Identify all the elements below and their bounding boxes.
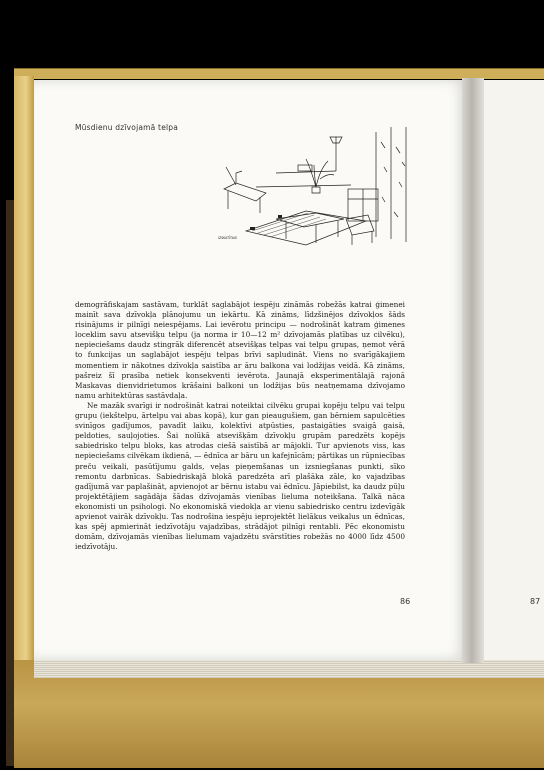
running-head: Mūsdienu dzīvojamā telpa [75,123,179,132]
interior-sketch-illustration [216,127,416,247]
page-number-right: 87 [530,597,541,606]
page-number-left: 86 [400,597,411,606]
body-text [75,300,405,552]
paragraph-1: demogrāfiskajam sastāvam, turklāt saglabājot iespēju zināmās robežās katrai ģimenei mainīt sava dzīvokļa plānojumu un iekārtu. Kā zināms, līdzšinējos dzīvokļos šāds risinājums ir pilnīgi neiespējams. Lai ievērotu principu — nodrošināt katram ģimenes loceklim savu atsevišķu telpu (ja norma ir 10—12 m² dzīvojamās platības uz cilvēku), nepieciešams daudz stingrāk diferencēt atsevišķas telpas vai telpu grupas, ņemot vērā to funkcijas un saglabājot iespēju telpas brīvi sapludināt. Viens no svarīgākajiem momentiem ir nākotnes dzīvokļa saistība ar āru balkona vai lodžijas veidā. Kā zināms, pašreiz šī prasība netiek konsekventi ievērota. Jaunajā eksperimentālajā rajonā Maskavas dienvidrietumos krāšaini balkoni un lodžijas būs neatņemama dzīvojamo namu arhitektūras sastāvdaļa. [75,300,405,400]
wall-shelf-line [256,185,351,187]
book-gutter [462,78,484,663]
paragraph-2: Ne mazāk svarīgi ir nodrošināt katrai noteiktai cilvēku grupai kopēju telpu vai telpu grupu (iekštelpu, ārtelpu vai abas kopā), kur gan pieaugušiem, gan bērniem sapulcēties svinīgos gadījumos, pavadīt laiku, kolektīvi atpūsties, pastaigāties svaigā gaisā, peldoties, sauļojoties. Šai nolūkā atsevišķām dzīvokļu grupām paredzēts kopējs sabiedrisko telpu bloks, kas atrodas ciešā saistībā ar mājokli. Tur apvienots viss, kas nepieciešams cilvēkam ikdienā, — ēdnīca ar bāru un kafejnīcām; pārtikas un rūpniecības preču veikali, pasūtījumu galds, veļas pieņemšanas un izsniegšanas punkti, sīko remontu darbnīcas. Sabiedriskajā blokā paredzēta arī plašāka zāle, ko vajadzības gadījumā var paplašināt, apvienojot ar bērnu istabu vai ēdnīcu. Jāpiebilst, ka daudz pūļu projektētājiem sagādāja šādas dzīvojamās vienības lieluma noteikšana. Talkā nāca ekonomisti un psihologi. No ekonomiskā viedokļa ar vienu sabiedrisko centru izdevīgāk apvienot vairāk dzīvokļu. Tas nodrošina iespēju ieprojektēt lielākus veikalus un ēdnīcas, kas spēj apmierināt iedzīvotāju vajadzības, strādājot pilnīgi rentabli. Pēc ekonomistu domām, dzīvojamās vienības lielumam vajadzētu svārstīties robežās no 4000 līdz 4500 iedzīvotāju. [75,400,405,552]
right-page [484,80,544,660]
illustration-signature: IZSKATĪTAIS [218,236,237,240]
